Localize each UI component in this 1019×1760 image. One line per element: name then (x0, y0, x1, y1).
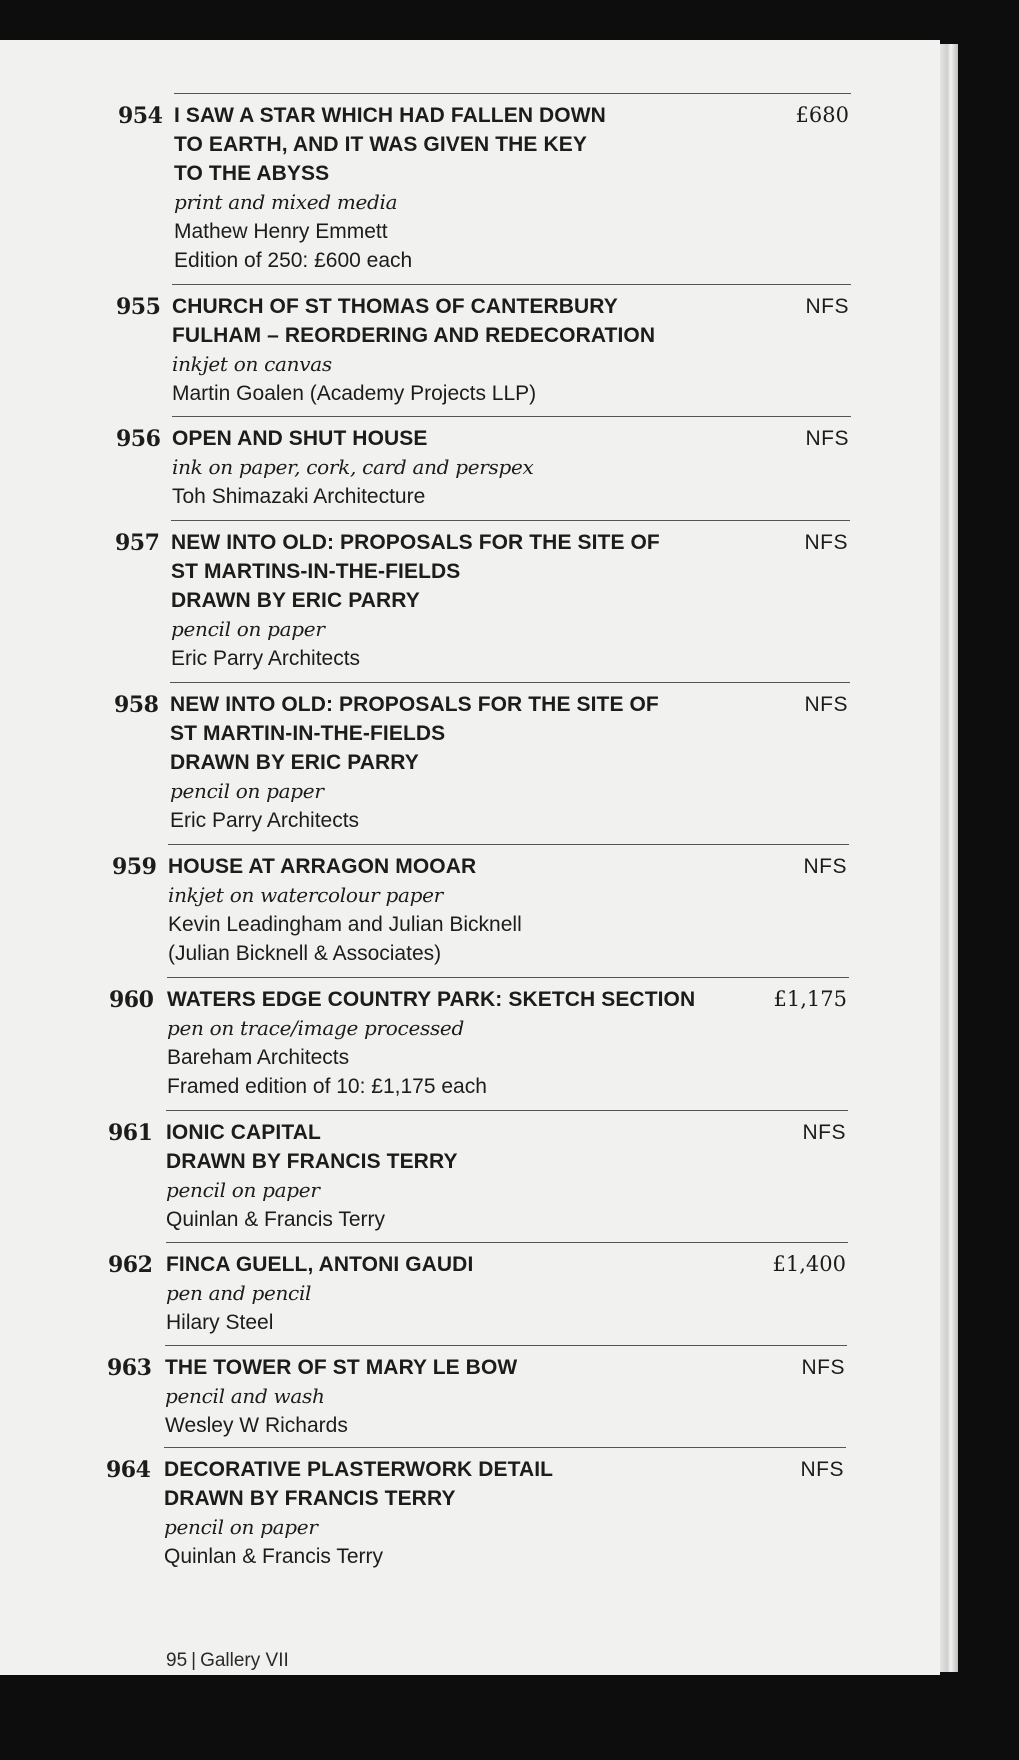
entry-artist: Mathew Henry Emmett (174, 220, 388, 243)
entry-title-line: DRAWN BY FRANCIS TERRY (164, 1487, 456, 1510)
entry-medium: print and mixed media (174, 190, 398, 214)
entry-medium: pencil on paper (166, 1178, 320, 1202)
entry-title-line: HOUSE AT ARRAGON MOOAR (168, 855, 477, 878)
entry-medium: pencil on paper (164, 1515, 318, 1539)
page-edge (940, 44, 958, 1672)
catalogue-entry (118, 93, 851, 272)
entry-medium: inkjet on canvas (172, 352, 332, 376)
entry-price: NFS (804, 693, 848, 716)
entry-title-line: DRAWN BY ERIC PARRY (170, 751, 419, 774)
entry-number: 954 (118, 103, 163, 129)
entry-title-line: TO THE ABYSS (174, 162, 330, 185)
entry-title-line: DECORATIVE PLASTERWORK DETAIL (164, 1458, 554, 1481)
page-number: 95 (166, 1650, 188, 1671)
entry-medium: inkjet on watercolour paper (168, 883, 443, 907)
entry-artist: Quinlan & Francis Terry (166, 1208, 386, 1231)
entry-title-line: ST MARTIN-IN-THE-FIELDS (170, 722, 446, 745)
page-footer (166, 1650, 289, 1672)
entry-medium: pen and pencil (166, 1281, 312, 1305)
catalogue-entry (112, 844, 849, 965)
entry-artist: Wesley W Richards (165, 1414, 348, 1437)
entry-price: NFS (805, 295, 849, 318)
entry-artist: Quinlan & Francis Terry (164, 1545, 384, 1568)
entry-title-line: NEW INTO OLD: PROPOSALS FOR THE SITE OF (171, 531, 660, 554)
entry-title-line: CHURCH OF ST THOMAS OF CANTERBURY (172, 295, 618, 318)
entry-price: £680 (795, 103, 849, 127)
entry-medium: pen on trace/image processed (167, 1016, 464, 1040)
catalogue-entry (108, 1242, 848, 1334)
entry-title-line: THE TOWER OF ST MARY LE BOW (165, 1356, 518, 1379)
entry-title-line: DRAWN BY ERIC PARRY (171, 589, 420, 612)
entry-title-line: FULHAM – REORDERING AND REDECORATION (172, 324, 656, 347)
entry-practice: (Julian Bicknell & Associates) (168, 942, 442, 965)
entry-medium: pencil on paper (171, 617, 325, 641)
entry-price: NFS (801, 1356, 845, 1379)
entry-number: 963 (107, 1355, 152, 1381)
entry-price: NFS (804, 531, 848, 554)
footer-separator: | (191, 1650, 197, 1671)
entry-price: NFS (803, 855, 847, 878)
catalogue-entry (106, 1447, 846, 1568)
entry-title-line: WATERS EDGE COUNTRY PARK: SKETCH SECTION (167, 988, 696, 1011)
entry-artist: Kevin Leadingham and Julian Bicknell (168, 913, 522, 936)
entry-medium: pencil and wash (165, 1384, 325, 1408)
catalogue-entry (115, 520, 850, 670)
entry-number: 956 (116, 426, 161, 452)
entry-artist: Martin Goalen (Academy Projects LLP) (172, 382, 537, 405)
entry-title-line: ST MARTINS-IN-THE-FIELDS (171, 560, 461, 583)
entry-medium: ink on paper, cork, card and perspex (172, 455, 534, 479)
catalogue-entry (116, 416, 851, 508)
entry-number: 958 (114, 692, 159, 718)
entry-edition: Framed edition of 10: £1,175 each (167, 1075, 487, 1098)
entry-price: NFS (805, 427, 849, 450)
entry-price: NFS (802, 1121, 846, 1144)
entry-artist: Eric Parry Architects (170, 809, 360, 832)
entry-number: 960 (109, 987, 154, 1013)
catalogue-entry (114, 682, 850, 832)
entry-title-line: NEW INTO OLD: PROPOSALS FOR THE SITE OF (170, 693, 659, 716)
entry-price: NFS (800, 1458, 844, 1481)
entry-title-line: FINCA GUELL, ANTONI GAUDI (166, 1253, 474, 1276)
entry-number: 964 (106, 1457, 151, 1483)
entry-artist: Bareham Architects (167, 1046, 350, 1069)
entry-title-line: OPEN AND SHUT HOUSE (172, 427, 428, 450)
entry-price: £1,400 (772, 1252, 846, 1276)
catalogue-entry (108, 1110, 848, 1231)
entry-title-line: I SAW A STAR WHICH HAD FALLEN DOWN (174, 104, 606, 127)
section-name: Gallery VII (200, 1650, 289, 1671)
entry-artist: Eric Parry Architects (171, 647, 361, 670)
entry-medium: pencil on paper (170, 779, 324, 803)
entry-title-line: IONIC CAPITAL (166, 1121, 321, 1144)
entry-number: 955 (116, 294, 161, 320)
entry-number: 959 (112, 854, 157, 880)
entry-artist: Toh Shimazaki Architecture (172, 485, 426, 508)
entry-number: 957 (115, 530, 160, 556)
entry-artist: Hilary Steel (166, 1311, 274, 1334)
entry-title-line: TO EARTH, AND IT WAS GIVEN THE KEY (174, 133, 587, 156)
catalogue-page (0, 40, 940, 1675)
catalogue-entry (109, 977, 849, 1098)
entry-price: £1,175 (773, 987, 847, 1011)
catalogue-entry (116, 284, 851, 405)
entry-title-line: DRAWN BY FRANCIS TERRY (166, 1150, 458, 1173)
entry-number: 962 (108, 1252, 153, 1278)
entry-edition: Edition of 250: £600 each (174, 249, 413, 272)
catalogue-entry (107, 1345, 847, 1437)
entry-number: 961 (108, 1120, 153, 1146)
